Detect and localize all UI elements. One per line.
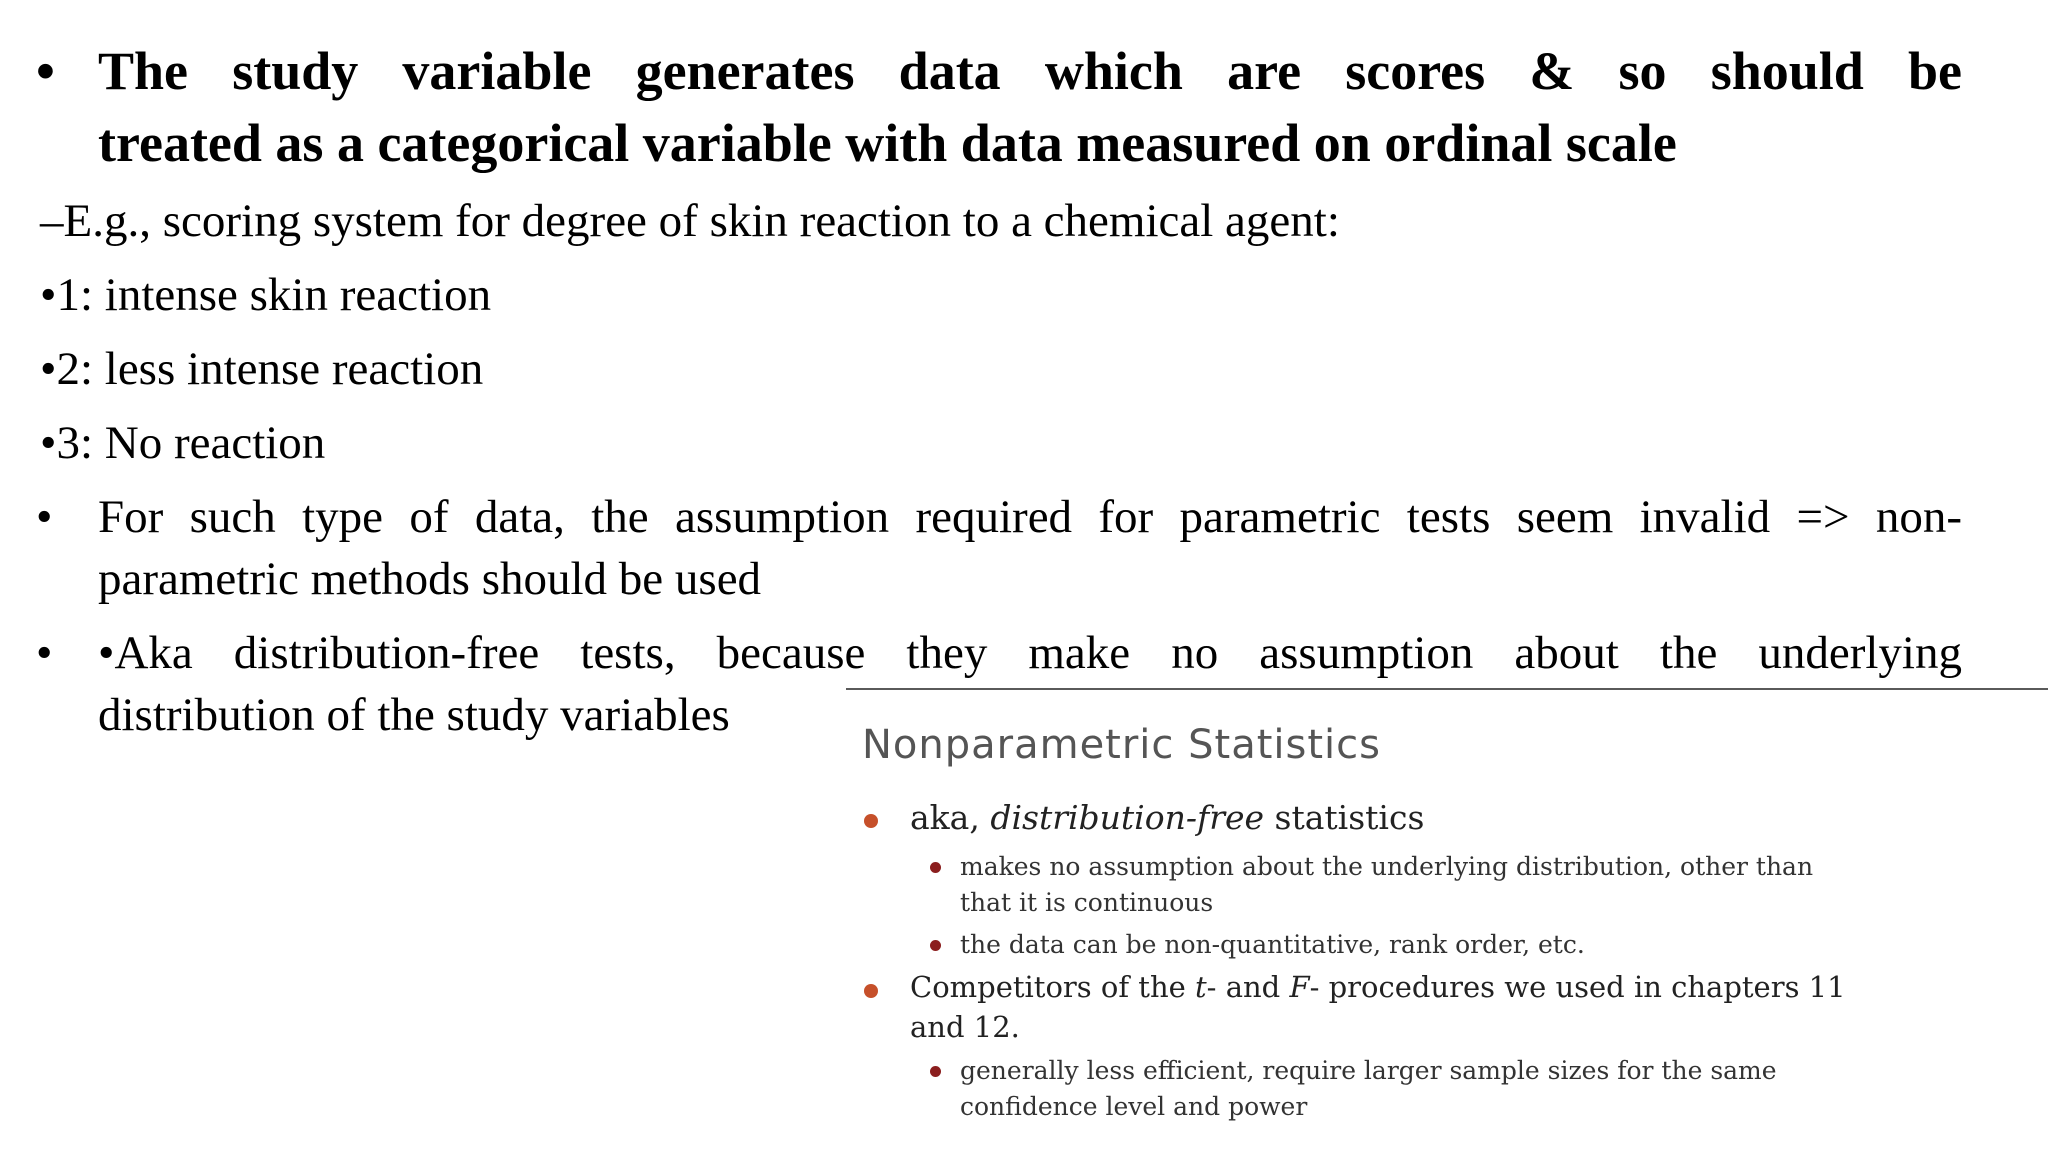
score-item-2: •2: less intense reaction xyxy=(40,343,484,395)
orange-bullet-icon xyxy=(864,814,878,828)
panel-item1-sub1-line1: makes no assumption about the underlying distribution, other than xyxy=(960,852,1814,881)
embedded-slide-image xyxy=(846,688,2048,1152)
score-item-3: •3: No reaction xyxy=(40,417,326,469)
point2-line2: parametric methods should be used xyxy=(98,553,762,605)
score-item-1: •1: intense skin reaction xyxy=(40,269,492,321)
point3-line1: •Aka distribution-free tests, because they make no assumption about the underlying xyxy=(98,627,1962,679)
bullet-icon: • xyxy=(36,41,55,101)
red-subbullet-icon xyxy=(930,862,941,873)
panel-item2-sub1-line1: generally less efficient, require larger sample sizes for the same xyxy=(960,1056,1777,1085)
point1-line1: The study variable generates data which are scores & so should be xyxy=(98,41,1962,101)
orange-bullet-icon xyxy=(864,984,878,998)
panel-item1-sub1-line2: that it is continuous xyxy=(960,888,1214,917)
example-intro: –E.g., scoring system for degree of skin reaction to a chemical agent: xyxy=(40,195,1340,247)
panel-item1: aka, distribution-free statistics xyxy=(910,798,1425,837)
point1-line2: treated as a categorical variable with data measured on ordinal scale xyxy=(98,113,1677,173)
panel-title: Nonparametric Statistics xyxy=(862,722,1381,768)
panel-item2-line2: and 12. xyxy=(910,1010,1020,1044)
red-subbullet-icon xyxy=(930,1066,941,1077)
bullet-icon: • xyxy=(36,491,53,543)
panel-item2-line1: Competitors of the t- and F- procedures we used in chapters 11 xyxy=(910,970,1846,1004)
point2-line1: For such type of data, the assumption required for parametric tests seem invalid => non- xyxy=(98,491,1962,543)
red-subbullet-icon xyxy=(930,940,941,951)
point3-line2: distribution of the study variables xyxy=(98,689,730,741)
bullet-icon: • xyxy=(36,627,53,679)
panel-item2-sub1-line2: confidence level and power xyxy=(960,1092,1308,1121)
panel-item1-sub2: the data can be non-quantitative, rank order, etc. xyxy=(960,930,1585,959)
